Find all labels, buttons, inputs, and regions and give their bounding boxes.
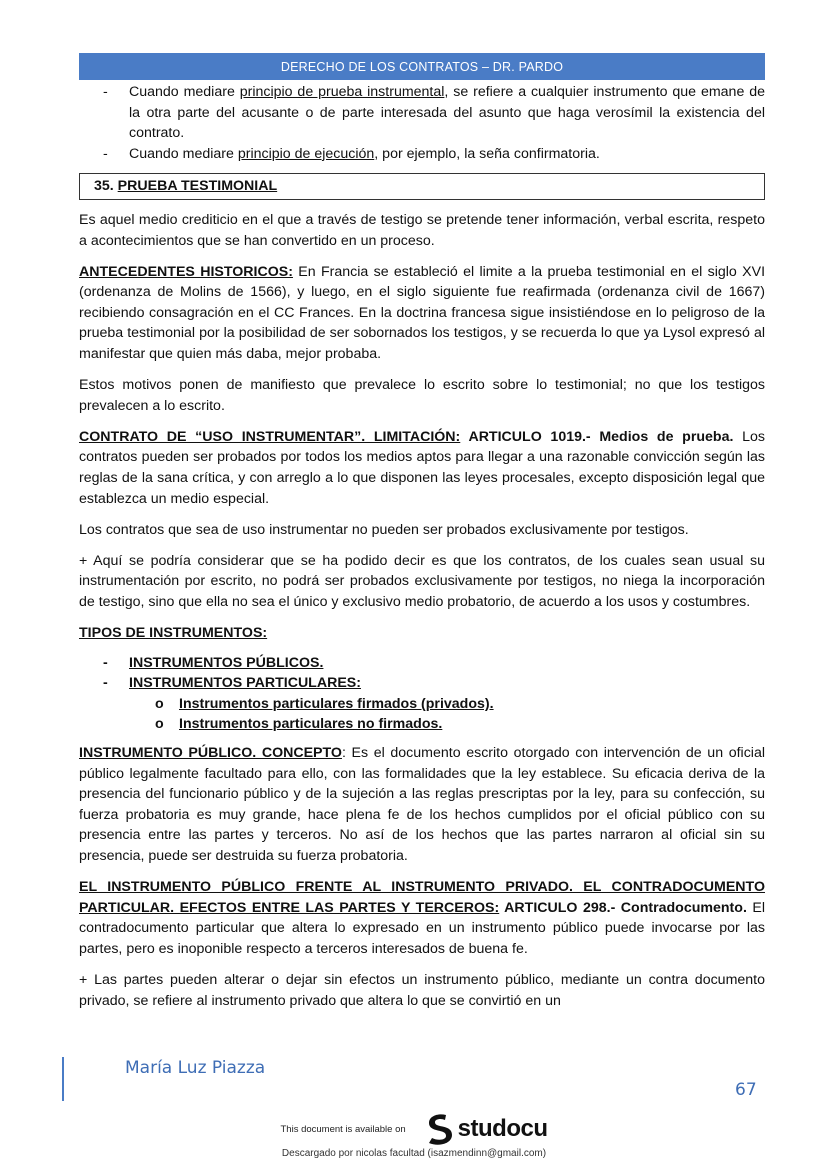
bullet-marker: - xyxy=(103,84,108,100)
bullet-lead: Cuando mediare xyxy=(129,145,238,162)
list-item xyxy=(79,82,765,144)
studocu-brand: studocu xyxy=(457,1115,548,1142)
available-text: This document is available on xyxy=(280,1123,406,1135)
bullet-marker: - xyxy=(103,145,108,162)
list-item: o Instrumentos particulares firmados (privados). xyxy=(155,695,494,712)
paragraph-uso: Los contratos que sea de uso instrumentar no pueden ser probados exclusivamente por testigos. xyxy=(79,521,689,538)
paragraph-intro: Es aquel medio crediticio en el que a través de testigo se pretende tener información, verbal escrita, respeto a acontecimientos que se han convertido en un proceso. xyxy=(79,211,765,249)
frente-heading: EL INSTRUMENTO PÚBLICO FRENTE AL INSTRUMENTO PRIVADO. EL CONTRADOCUMENTO PARTICULAR. EFECTOS ENTRE LAS PARTES Y TERCEROS: xyxy=(79,879,765,916)
paragraph-frente: EL INSTRUMENTO PÚBLICO FRENTE AL INSTRUMENTO PRIVADO. EL CONTRADOCUMENTO PARTICULAR. EFECTOS ENTRE LAS PARTES Y TERCEROS: ARTICULO 298.- Contradocumento. El contradocumento particular que altera lo expresado en un instrumento público puede invocarse por las partes, pero es inoponible respecto a terceros interesados de buena fe. xyxy=(79,879,765,957)
page-header xyxy=(79,53,765,80)
header-title: DERECHO DE LOS CONTRATOS – DR. PARDO xyxy=(280,59,564,74)
paragraph-antecedentes: ANTECEDENTES HISTORICOS: En Francia se estableció el limite a la prueba testimonial en el siglo XVI (ordenanza de Molins de 1566), y luego, en el siglo siguiente fue reafirmada (ordenanza civil de 1667) recibiendo consagración en el CC Frances. En la doctrina francesa sigue insistiéndose en lo peligroso de la prueba testimonial por la posibilidad de ser sobornados los testigos, y se recuerda lo que ya Lysol expresó al manifestar que quien más daba, mejor probaba. xyxy=(79,263,766,363)
section-heading-box xyxy=(79,173,765,200)
bullet-rest: , se refiere a cualquier instrumento que emane de la otra parte del acusante o de parte interesada del asunto que haga verosímil la existencia del contrato. xyxy=(129,84,765,142)
bullet-underlined-term: principio de ejecución xyxy=(237,145,375,162)
list-item: o Instrumentos particulares no firmados. xyxy=(155,716,443,733)
section-number: 35. xyxy=(94,178,118,195)
contrato-heading: CONTRATO DE “USO INSTRUMENTAR”. LIMITACIÓN: xyxy=(79,428,461,445)
studocu-banner[interactable] xyxy=(0,1112,828,1146)
tipos-heading: TIPOS DE INSTRUMENTOS: xyxy=(79,625,268,642)
bullet-underlined-term: principio de prueba instrumental xyxy=(239,84,445,100)
studocu-logo-icon xyxy=(424,1112,454,1146)
document-body xyxy=(79,82,765,1022)
paragraph-plus-1: + Aquí se podría considerar que se ha podido decir es que los contratos, de los cuales sean usual su instrumentación por escrito, no podrá ser probados exclusivamente por testigos, no niega la incorporación de testigo, sino que ella no sea el único y exclusivo medio probatorio, de acuerdo a los usos y costumbres. xyxy=(79,552,765,610)
download-notice: Descargado por nicolas facultad (isazmendinn@gmail.com) xyxy=(281,1148,547,1159)
section-title: PRUEBA TESTIMONIAL xyxy=(117,178,278,195)
publico-heading: INSTRUMENTO PÚBLICO. CONCEPTO xyxy=(79,745,342,762)
footer-accent-line xyxy=(62,1057,64,1101)
list-item: - INSTRUMENTOS PARTICULARES: xyxy=(103,675,361,692)
antecedentes-heading: ANTECEDENTES HISTORICOS: xyxy=(79,263,293,280)
instrument-types-list xyxy=(79,653,765,735)
article-298: ARTICULO 298.- Contradocumento. xyxy=(499,899,747,916)
paragraph-motivos: Estos motivos ponen de manifiesto que prevalece lo escrito sobre lo testimonial; no que los testigos prevalecen a lo escrito. xyxy=(79,377,765,414)
paragraph-publico: INSTRUMENTO PÚBLICO. CONCEPTO: Es el documento escrito otorgado con intervención de un oficial público legalmente facultado para ello, con las formalidades que la ley establece. Su eficacia deriva de la presencia del funcionario público y de la sujeción a las reglas prescriptas por la ley, para su confección, su fuerza probatoria es muy grande, hace plena fe de los hechos cumplidos por el oficial público con su presencia entre las partes y terceros. No así de los hechos que las partes narraron al oficial sin su presencia, puede ser destruida su fuerza probatoria. xyxy=(79,745,765,864)
paragraph-contrato: CONTRATO DE “USO INSTRUMENTAR”. LIMITACIÓN: ARTICULO 1019.- Medios de prueba. Los contratos pueden ser probados por todos los medios aptos para llegar a una razonable convicción según las reglas de la sana crítica, y con arreglo a lo que disponen las leyes procesales, excepto disposición legal que establezca un medio especial. xyxy=(79,428,765,507)
list-item xyxy=(79,144,765,165)
footer-author: María Luz Piazza xyxy=(125,1058,266,1078)
bullet-rest: , por ejemplo, la seña confirmatoria. xyxy=(374,145,600,162)
list-item: - INSTRUMENTOS PÚBLICOS. xyxy=(103,654,324,671)
article-1019: ARTICULO 1019.- Medios de prueba. xyxy=(460,428,734,445)
paragraph-plus-2: + Las partes pueden alterar o dejar sin efectos un instrumento público, mediante un contra documento privado, se refiere al instrumento privado que altera lo que se convirtió en un xyxy=(79,971,765,1009)
page-number: 67 xyxy=(735,1080,757,1100)
bullet-lead: Cuando mediare xyxy=(129,84,240,100)
